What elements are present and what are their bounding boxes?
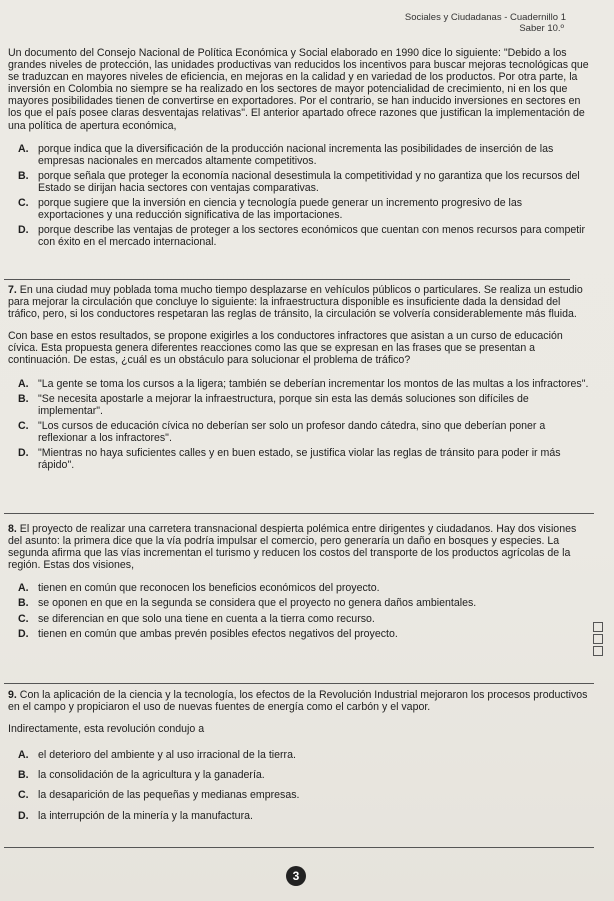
option-a[interactable]: A. "La gente se toma los cursos a la ligera; también se deberían incrementar los montos de las multas a los infractores".: [18, 377, 589, 390]
option-c[interactable]: C. "Los cursos de educación cívica no deberían ser solo un profesor dando cátedra, sino que deberían poner a reflexionar a los infractores".: [18, 419, 546, 444]
divider: [4, 683, 594, 684]
divider: [4, 279, 570, 280]
option-c[interactable]: C. se diferencian en que solo una tiene en cuenta a la tierra como recurso.: [18, 612, 375, 625]
question-8: [8, 523, 590, 643]
question-number: 8.: [8, 523, 17, 535]
question-8-options: [8, 582, 590, 639]
question-9: [8, 689, 590, 825]
question-6-intro: Un documento del Consejo Nacional de Política Económica y Social elaborado en 1990 dice lo siguiente: "Debido a los grandes niveles de protección, las unidades productivas van reducidos los incentivos para buscar mejoras tecnológicas que se traduzcan en mayores niveles de eficiencia, en mejoras en la calidad y en variedad de los productos. Por otra parte, la inversión en Colombia no siempre se ha realizado en los sectores de mayor potencialidad de crecimiento, ni en los que mayores posibilidades tienen de convertirse en exportadores. Por el contrario, se han inducido inversiones en sectores en los que el país posee claras desventajas relativas". El anterior apartado ofrece razones que justifican la implementación de una política de apertura económica,: [8, 47, 589, 132]
page-number: 3: [286, 866, 306, 886]
question-8-stem: El proyecto de realizar una carretera transnacional despierta polémica entre dirigentes y ciudadanos. Hay dos visiones del asunto: la primera dice que la vía podría impulsar el comercio, pero generaría un daño en bosques y especies. La segunda afirma que las vías incrementan el turismo y reducen los costos del transporte de los productos agrícolas de la región. Estas dos visiones,: [8, 523, 577, 572]
question-7-stem: En una ciudad muy poblada toma mucho tiempo desplazarse en vehículos públicos o particulares. Se realiza un estudio para mejorar la circulación que concluye lo siguiente: la infraestructura disponible es insuficiente dada la densidad del tráfico, pero, si los conductores respetaran las reglas de tránsito, la circulación se volvería considerablemente más fluida.: [8, 284, 583, 321]
question-6: [8, 47, 590, 251]
option-d[interactable]: D. tienen en común que ambas prevén posibles efectos negativos del proyecto.: [18, 627, 398, 640]
question-7-options: [8, 378, 590, 472]
option-d[interactable]: D. porque describe las ventajas de proteger a los sectores económicos que cuentan con menos recursos para competir con éxito en el mercado internacional.: [18, 224, 586, 249]
question-9-stem: Con la aplicación de la ciencia y la tecnología, los efectos de la Revolución Industrial mejoraron los procesos productivos en el campo y propiciaron el uso de nuevas fuentes de energía como el carbón y el vapor.: [8, 689, 588, 714]
divider: [4, 847, 594, 848]
option-d[interactable]: D. la interrupción de la minería y la manufactura.: [18, 809, 253, 822]
option-d[interactable]: D. "Mientras no haya suficientes calles y en buen estado, se justifica violar las reglas de tránsito para poder ir más rápido".: [18, 447, 561, 472]
question-number: 7.: [8, 284, 17, 296]
question-6-options: [8, 143, 590, 249]
option-a[interactable]: A. porque indica que la diversificación de la producción nacional incrementa las posibilidades de inserción de las empresas nacionales en mercados altamente competitivos.: [18, 142, 554, 167]
question-9-stem-2: Indirectamente, esta revolución condujo a: [8, 723, 205, 736]
exam-name: Saber 10.º: [519, 23, 564, 34]
question-7-stem-2: Con base en estos resultados, se propone exigirles a los conductores infractores que asistan a un curso de educación cívica. Esta propuesta genera diferentes reacciones como las que se expresan en las frases que se presentan a continuación. De estas, ¿cuál es un obstáculo para solucionar el problema de tráfico?: [8, 330, 563, 367]
option-b[interactable]: B. la consolidación de la agricultura y la ganadería.: [18, 769, 265, 782]
option-a[interactable]: A. tienen en común que reconocen los beneficios económicos del proyecto.: [18, 582, 380, 595]
page-header: [405, 12, 566, 34]
option-b[interactable]: B. "Se necesita apostarle a mejorar la infraestructura, porque sin esta las demás soluciones son difíciles de implementar".: [18, 392, 529, 417]
divider: [4, 513, 594, 514]
option-b[interactable]: B. se oponen en que en la segunda se considera que el proyecto no genera daños ambientales.: [18, 597, 477, 610]
option-c[interactable]: C. la desaparición de las pequeñas y medianas empresas.: [18, 789, 300, 802]
option-a[interactable]: A. el deterioro del ambiente y al uso irracional de la tierra.: [18, 749, 296, 762]
question-7: [8, 284, 590, 474]
scan-marker-icon: [592, 622, 604, 656]
question-number: 9.: [8, 689, 17, 701]
question-9-options: [8, 749, 590, 821]
option-b[interactable]: B. porque señala que proteger la economía nacional desestimula la competitividad y no garantiza que los recursos del Estado se dirijan hacia sectores con ventajas comparativas.: [18, 169, 580, 194]
booklet-title: Sociales y Ciudadanas - Cuadernillo 1: [404, 12, 566, 23]
option-c[interactable]: C. porque sugiere que la inversión en ciencia y tecnología puede generar un incremento progresivo de las exportaciones y una reducción significativa de las importaciones.: [18, 197, 523, 222]
